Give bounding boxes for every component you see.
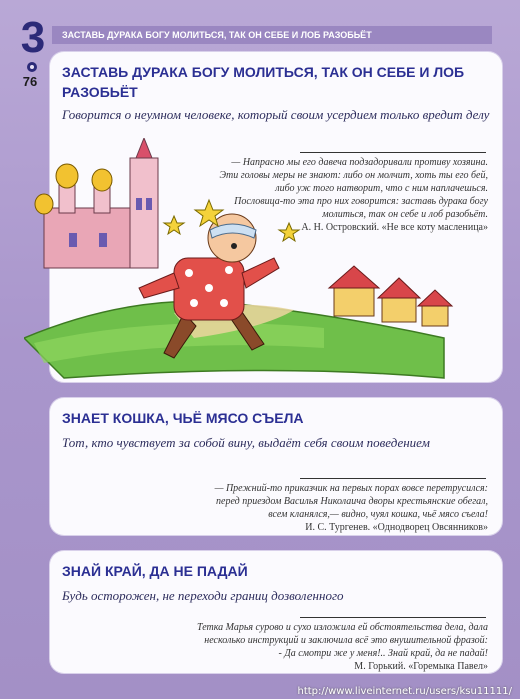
- quote-line: — Прежний-то приказчик на первых порах вовсе перетрусился:: [214, 483, 488, 494]
- literary-quote: [215, 482, 488, 534]
- chapter-number: 3: [20, 13, 46, 62]
- quote-line: либо уж того натворит, что с ним наплачешься.: [275, 183, 488, 194]
- quote-line: Эти головы меры не знают: либо он молчит, хоть ты его бей,: [219, 170, 488, 181]
- running-title-bar: [52, 26, 492, 44]
- quote-divider: [300, 478, 486, 479]
- quote-line: Пословица-то эта про них говорится: заставь дурака богу: [234, 196, 488, 207]
- proverb-meaning: Будь осторожен, не переходи границ дозволенного: [62, 588, 344, 603]
- page-number: 76: [22, 74, 38, 89]
- quote-line: перед приездом Василья Николаича дворы крестьянские обегал,: [216, 496, 488, 507]
- quote-line: Тетка Марья сурово и сухо изложила ей обстоятельства дела, дала: [197, 622, 488, 633]
- quote-source: И. С. Тургенев. «Однодворец Овсянников»: [305, 522, 488, 533]
- quote-line: всем кланялся,— видно, чуял кошка, чьё мясо съела!: [268, 509, 488, 520]
- quote-divider: [300, 617, 486, 618]
- quote-line: несколько инструкций и заключила всё это внушительной фразой:: [204, 635, 488, 646]
- fool-with-bruised-forehead-illustration: [24, 138, 454, 388]
- quote-line: - Да смотри же у меня!.. Знай край, да не падай!: [278, 648, 488, 659]
- proverb-meaning: Тот, кто чувствует за собой вину, выдаёт себя своим поведением: [62, 435, 430, 450]
- proverb-card-3: [50, 551, 502, 673]
- quote-source: М. Горький. «Горемыка Павел»: [354, 661, 488, 672]
- running-title: ЗАСТАВЬ ДУРАКА БОГУ МОЛИТЬСЯ, ТАК ОН СЕБЕ И ЛОБ РАЗОБЬЁТ: [62, 30, 372, 40]
- quote-line: молиться, так он себе и лоб разобьёт.: [322, 209, 488, 220]
- proverb-title: ЗАСТАВЬ ДУРАКА БОГУ МОЛИТЬСЯ, ТАК ОН СЕБЕ И ЛОБ РАЗОБЬЁТ: [62, 64, 465, 100]
- quote-line: — Напрасно мы его давеча подзадоривали противу хозяина.: [231, 157, 488, 168]
- proverb-title: ЗНАЙ КРАЙ, ДА НЕ ПАДАЙ: [62, 563, 248, 579]
- watermark-url: http://www.liveinternet.ru/users/ksu11111/: [297, 686, 512, 697]
- proverb-card-2: [50, 398, 502, 535]
- proverb-meaning: Говорится о неумном человеке, который своим усердием только вредит делу: [62, 107, 490, 122]
- church-drawing: [35, 138, 158, 268]
- chapter-ornament-icon: [27, 62, 37, 72]
- proverb-title: ЗНАЕТ КОШКА, ЧЬЁ МЯСО СЪЕЛА: [62, 410, 304, 426]
- village-houses-drawing: [329, 266, 452, 326]
- quote-source: А. Н. Островский. «Не все коту масленица»: [301, 222, 488, 233]
- literary-quote: [197, 621, 488, 673]
